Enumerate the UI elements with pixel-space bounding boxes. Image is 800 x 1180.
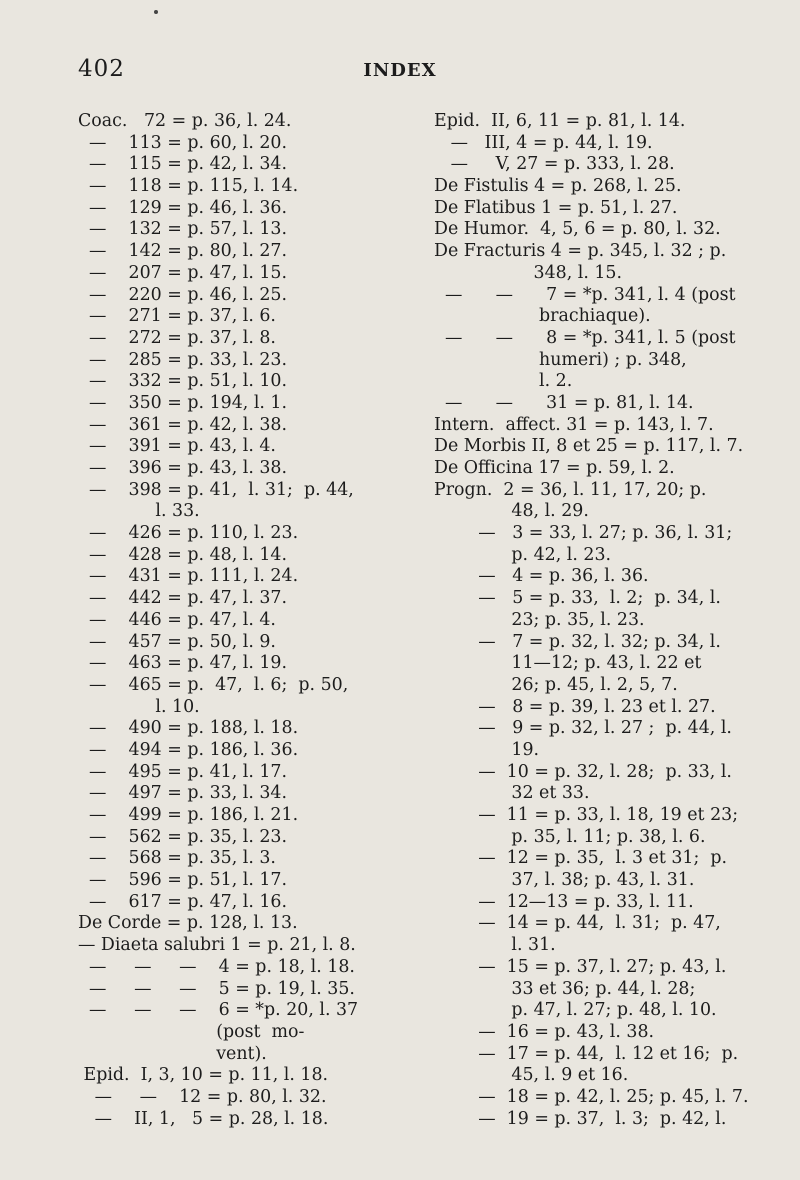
index-entry-line: Epid. II, 6, 11 = p. 81, l. 14. bbox=[434, 111, 686, 131]
index-entry-line: — 7 = p. 32, l. 32; p. 34, l. bbox=[434, 631, 721, 652]
index-entry-line: — — 7 = *p. 341, l. 4 (post bbox=[434, 284, 736, 305]
index-entry-line: 32 et 33. bbox=[434, 783, 590, 804]
index-entry-line: — 4 = p. 36, l. 36. bbox=[434, 566, 649, 587]
index-entry-line: — 9 = p. 32, l. 27 ; p. 44, l. bbox=[434, 718, 732, 739]
index-entry-line: — — — 4 = p. 18, l. 18. bbox=[78, 956, 355, 977]
index-entry-line: 19. bbox=[434, 739, 540, 760]
index-entry-line: 26; p. 45, l. 2, 5, 7. bbox=[434, 674, 678, 695]
index-entry-line: — 431 = p. 111, l. 24. bbox=[78, 566, 299, 587]
index-entry-line: — 442 = p. 47, l. 37. bbox=[78, 588, 288, 609]
index-entry-line: vent). bbox=[78, 1043, 267, 1064]
index-entry-line: — 207 = p. 47, l. 15. bbox=[78, 262, 288, 283]
index-entry-line: — 3 = 33, l. 27; p. 36, l. 31; bbox=[434, 523, 733, 544]
index-entry-line: — 10 = p. 32, l. 28; p. 33, l. bbox=[434, 761, 732, 782]
index-entry-line: l. 31. bbox=[434, 935, 556, 956]
running-head: INDEX bbox=[363, 60, 437, 81]
index-entry-line: De Morbis II, 8 et 25 = p. 117, l. 7. bbox=[434, 436, 744, 457]
index-entry-line: — 494 = p. 186, l. 36. bbox=[78, 739, 299, 760]
index-entry-line: — 118 = p. 115, l. 14. bbox=[78, 176, 299, 197]
index-entry-line: l. 10. bbox=[78, 696, 200, 717]
index-entry-line: — 15 = p. 37, l. 27; p. 43, l. bbox=[434, 956, 727, 977]
index-entry-line: 45, l. 9 et 16. bbox=[434, 1065, 629, 1086]
index-entry-line: — — — 6 = *p. 20, l. 37 bbox=[78, 1000, 359, 1021]
index-entry-line: — — 8 = *p. 341, l. 5 (post bbox=[434, 327, 736, 348]
index-entry-line: — 271 = p. 37, l. 6. bbox=[78, 306, 276, 327]
index-entry-line: (post mo- bbox=[78, 1021, 305, 1042]
right-index-column bbox=[434, 111, 770, 1130]
index-entry-line: 348, l. 15. bbox=[434, 262, 623, 283]
index-entry-line: — 12 = p. 35, l. 3 et 31; p. bbox=[434, 848, 728, 869]
index-entry-line: — V, 27 = p. 333, l. 28. bbox=[434, 154, 675, 175]
index-entry-line: — III, 4 = p. 44, l. 19. bbox=[434, 132, 653, 153]
index-entry-line: Progn. 2 = 36, l. 11, 17, 20; p. bbox=[434, 479, 707, 500]
index-entry-line: — II, 1, 5 = p. 28, l. 18. bbox=[78, 1108, 329, 1129]
index-entry-line: — 497 = p. 33, l. 34. bbox=[78, 783, 288, 804]
index-entry-line: De Corde = p. 128, l. 13. bbox=[78, 913, 298, 934]
index-entry-line: — 220 = p. 46, l. 25. bbox=[78, 284, 288, 305]
index-entry-line: Coac. 72 = p. 36, l. 24. bbox=[78, 111, 292, 131]
index-entry-line: — 272 = p. 37, l. 8. bbox=[78, 327, 276, 348]
index-entry-line: — 14 = p. 44, l. 31; p. 47, bbox=[434, 913, 721, 934]
index-entry-line: l. 33. bbox=[78, 501, 200, 522]
index-entry-line: — 142 = p. 80, l. 27. bbox=[78, 241, 288, 262]
index-entry-line: — 465 = p. 47, l. 6; p. 50, bbox=[78, 674, 349, 695]
index-entry-line: — — — 5 = p. 19, l. 35. bbox=[78, 978, 355, 999]
index-entry-line: — 12—13 = p. 33, l. 11. bbox=[434, 891, 694, 912]
index-entry-line: — 398 = p. 41, l. 31; p. 44, bbox=[78, 479, 354, 500]
index-entry-line: De Humor. 4, 5, 6 = p. 80, l. 32. bbox=[434, 219, 721, 240]
index-entry-line: — 113 = p. 60, l. 20. bbox=[78, 132, 288, 153]
index-entry-line: l. 2. bbox=[434, 371, 573, 392]
index-entry-line: De Fistulis 4 = p. 268, l. 25. bbox=[434, 176, 682, 197]
index-entry-line: — 391 = p. 43, l. 4. bbox=[78, 436, 276, 457]
left-index-column bbox=[78, 111, 430, 1130]
index-entry-line: — 8 = p. 39, l. 23 et l. 27. bbox=[434, 696, 716, 717]
index-entry-line: — 132 = p. 57, l. 13. bbox=[78, 219, 288, 240]
index-entry-line: p. 42, l. 23. bbox=[434, 544, 612, 565]
index-entry-line: 48, l. 29. bbox=[434, 501, 589, 522]
print-speck bbox=[154, 10, 158, 14]
index-entry-line: — 350 = p. 194, l. 1. bbox=[78, 392, 288, 413]
index-entry-line: p. 47, l. 27; p. 48, l. 10. bbox=[434, 1000, 717, 1021]
index-entry-line: — 617 = p. 47, l. 16. bbox=[78, 891, 288, 912]
index-entry-line: — 428 = p. 48, l. 14. bbox=[78, 544, 288, 565]
index-entry-line: — 18 = p. 42, l. 25; p. 45, l. 7. bbox=[434, 1086, 749, 1107]
index-entry-line: — 457 = p. 50, l. 9. bbox=[78, 631, 276, 652]
index-entry-line: humeri) ; p. 348, bbox=[434, 349, 687, 370]
index-entry-line: — — 31 = p. 81, l. 14. bbox=[434, 392, 694, 413]
index-entry-line: De Officina 17 = p. 59, l. 2. bbox=[434, 458, 675, 478]
index-entry-line: — 361 = p. 42, l. 38. bbox=[78, 414, 288, 435]
index-entry-line: — 596 = p. 51, l. 17. bbox=[78, 870, 288, 891]
index-entry-line: 37, l. 38; p. 43, l. 31. bbox=[434, 870, 695, 891]
index-entry-line: p. 35, l. 11; p. 38, l. 6. bbox=[434, 826, 706, 847]
index-entry-line: — 17 = p. 44, l. 12 et 16; p. bbox=[434, 1043, 739, 1064]
index-entry-line: — Diaeta salubri 1 = p. 21, l. 8. bbox=[78, 935, 356, 956]
index-entry-line: 23; p. 35, l. 23. bbox=[434, 609, 645, 630]
index-entry-line: — 499 = p. 186, l. 21. bbox=[78, 805, 299, 825]
page-number: 402 bbox=[78, 56, 125, 82]
index-entry-line: 33 et 36; p. 44, l. 28; bbox=[434, 978, 696, 999]
index-entry-line: — 463 = p. 47, l. 19. bbox=[78, 653, 288, 674]
index-entry-line: Intern. affect. 31 = p. 143, l. 7. bbox=[434, 414, 714, 435]
index-entry-line: — 396 = p. 43, l. 38. bbox=[78, 458, 288, 478]
index-entry-line: De Flatibus 1 = p. 51, l. 27. bbox=[434, 197, 678, 218]
index-entry-line: — 5 = p. 33, l. 2; p. 34, l. bbox=[434, 588, 721, 609]
index-entry-line: — 285 = p. 33, l. 23. bbox=[78, 349, 288, 370]
index-entry-line: — 332 = p. 51, l. 10. bbox=[78, 371, 288, 392]
index-entry-line: 11—12; p. 43, l. 22 et bbox=[434, 653, 702, 674]
index-entry-line: — 490 = p. 188, l. 18. bbox=[78, 718, 299, 739]
index-entry-line: — 446 = p. 47, l. 4. bbox=[78, 609, 276, 630]
index-entry-line: — 19 = p. 37, l. 3; p. 42, l. bbox=[434, 1108, 727, 1129]
index-entry-line: — 426 = p. 110, l. 23. bbox=[78, 523, 299, 544]
index-entry-line: brachiaque). bbox=[434, 306, 651, 327]
index-entry-line: — 16 = p. 43, l. 38. bbox=[434, 1021, 655, 1042]
index-entry-line: — 11 = p. 33, l. 18, 19 et 23; bbox=[434, 805, 739, 825]
index-entry-line: — 562 = p. 35, l. 23. bbox=[78, 826, 288, 847]
index-entry-line: — — 12 = p. 80, l. 32. bbox=[78, 1086, 327, 1107]
index-entry-line: — 129 = p. 46, l. 36. bbox=[78, 197, 288, 218]
index-entry-line: Epid. I, 3, 10 = p. 11, l. 18. bbox=[78, 1065, 329, 1086]
index-entry-line: — 495 = p. 41, l. 17. bbox=[78, 761, 288, 782]
index-entry-line: De Fracturis 4 = p. 345, l. 32 ; p. bbox=[434, 241, 727, 262]
index-entry-line: — 115 = p. 42, l. 34. bbox=[78, 154, 288, 175]
index-entry-line: — 568 = p. 35, l. 3. bbox=[78, 848, 276, 869]
